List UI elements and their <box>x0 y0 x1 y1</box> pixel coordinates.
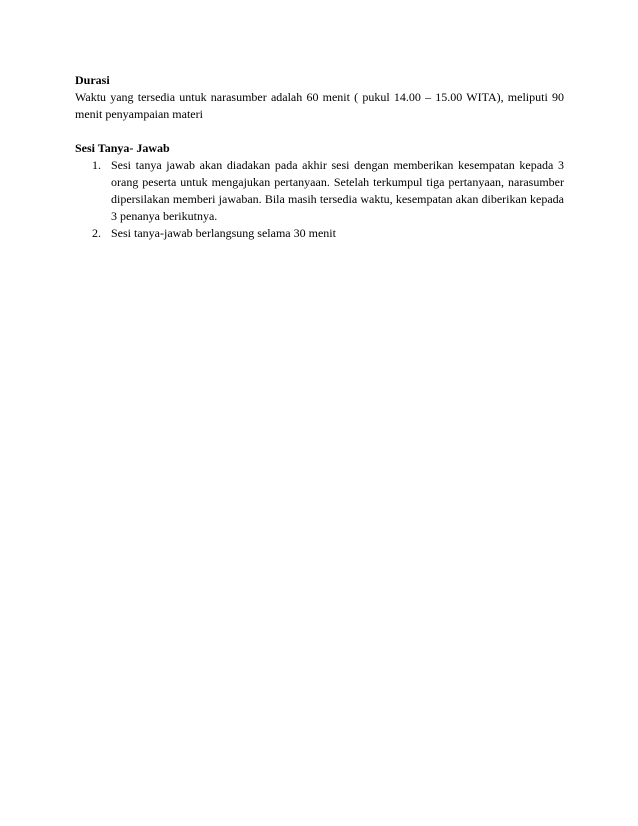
durasi-text: Waktu yang tersedia untuk narasumber adalah 60 menit ( pukul 14.00 – 15.00 WITA), meliputi 90 menit penyampaian materi <box>75 90 564 121</box>
document-page <box>75 72 564 242</box>
durasi-section <box>75 72 564 123</box>
sesi-tanya-jawab-section <box>75 140 564 242</box>
durasi-heading: Durasi <box>75 73 110 87</box>
list-item-text: Sesi tanya-jawab berlangsung selama 30 menit <box>111 226 336 240</box>
list-item-number: 1. <box>92 158 101 172</box>
list-item-number: 2. <box>92 226 101 240</box>
section-spacer <box>75 123 564 140</box>
list-item <box>75 225 564 242</box>
list-item <box>75 157 564 225</box>
sesi-list <box>75 157 564 242</box>
sesi-tanya-jawab-heading: Sesi Tanya- Jawab <box>75 141 170 155</box>
list-item-text: Sesi tanya jawab akan diadakan pada akhir sesi dengan memberikan kesempatan kepada 3 orang peserta untuk mengajukan pertanyaan. Setelah terkumpul tiga pertanyaan, narasumber dipersilakan memberi jawaban. Bila masih tersedia waktu, kesempatan akan diberikan kepada 3 penanya berikutnya. <box>111 158 564 223</box>
